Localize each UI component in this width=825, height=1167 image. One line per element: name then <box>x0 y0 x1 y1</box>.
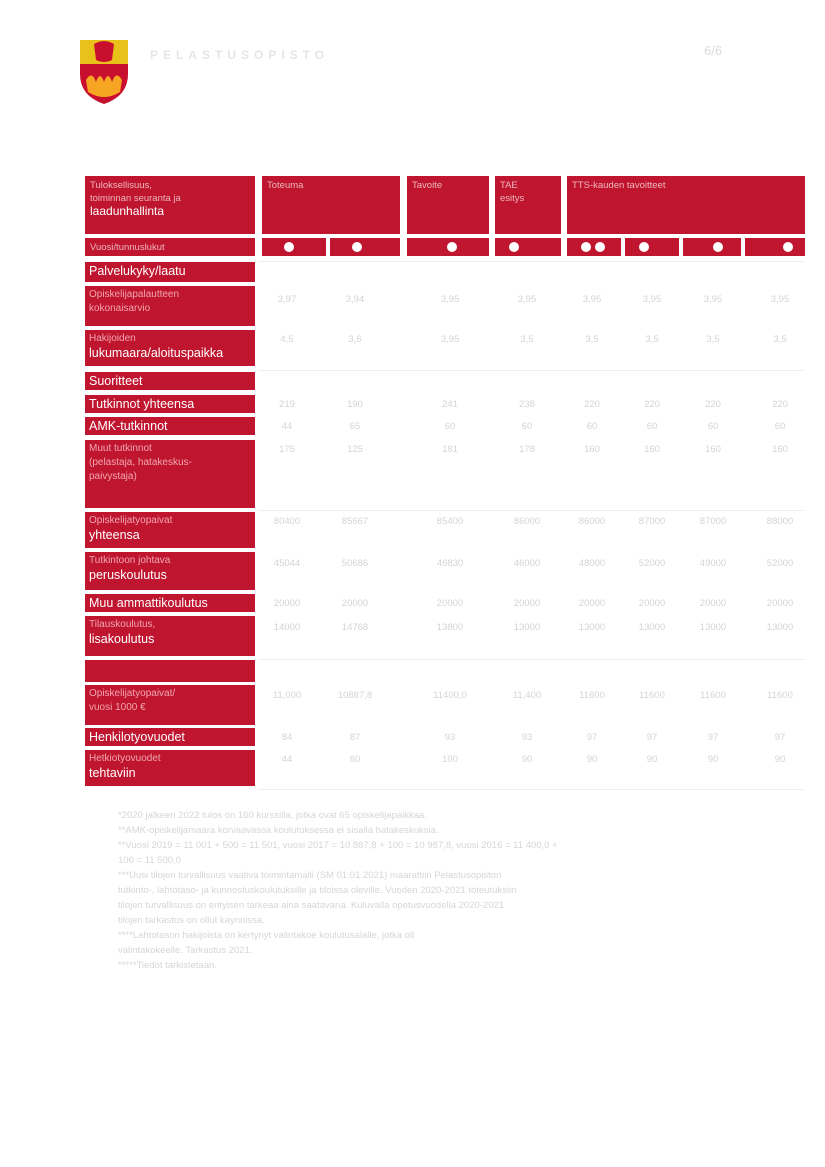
table-divider <box>258 789 805 790</box>
table-cell: 13000 <box>699 622 727 633</box>
table-cell: 48000 <box>578 558 606 569</box>
table-cell: 190 <box>347 399 363 410</box>
row-label <box>85 286 255 326</box>
row-label-line: Hetkiotyovuodet <box>89 753 161 764</box>
table-cell: 3,5 <box>520 334 534 345</box>
table-cell: 97 <box>586 732 598 743</box>
table-cell: 86000 <box>578 516 606 527</box>
table-cell: 88000 <box>766 516 794 527</box>
table-cell: 181 <box>442 444 458 455</box>
table-cell: 20000 <box>638 598 666 609</box>
table-cell: 20000 <box>699 598 727 609</box>
table-divider <box>258 261 805 262</box>
table-cell: 14768 <box>341 622 369 633</box>
table-cell: 4,5 <box>280 334 294 345</box>
table-cell: 20000 <box>513 598 541 609</box>
table-cell: 65 <box>349 421 361 432</box>
table-cell: 87000 <box>699 516 727 527</box>
table-cell: 87 <box>349 732 361 743</box>
table-cell: 160 <box>705 444 721 455</box>
row-label-line: Hakijoiden <box>89 333 136 344</box>
footnote-line: ***Uusi tilojen turvallisuus vaativa toimintamalli (SM 01.01.2021) maarattiin Pelastusopiston <box>118 870 502 881</box>
footnote-line: ****Lahtotason hakijoista on kertynyt valintakoe koulutusalalle, jotka oli <box>118 930 415 941</box>
table-cell: 44 <box>281 421 293 432</box>
row-label-line: lisakoulutus <box>89 632 155 646</box>
table-cell: 90 <box>646 754 658 765</box>
table-cell: 90 <box>521 754 533 765</box>
section-header <box>85 372 255 390</box>
table-cell: 13000 <box>578 622 606 633</box>
column-header <box>567 176 805 234</box>
table-cell: 50686 <box>341 558 369 569</box>
table-cell: 84 <box>281 732 293 743</box>
table-cell: 60 <box>707 421 719 432</box>
table-cell: 3,95 <box>517 294 537 305</box>
footnote-line: valintakokeelle. Tarkastus 2021. <box>118 945 253 956</box>
footnote-line: *****Tiedot tarkistetaan. <box>118 960 217 971</box>
table-cell: 60 <box>444 421 456 432</box>
table-cell: 220 <box>705 399 721 410</box>
column-header <box>262 176 400 234</box>
table-cell: 80 <box>349 754 361 765</box>
row-label-line: Tutkinnot yhteensa <box>89 397 195 411</box>
table-title-line: laadunhallinta <box>90 204 165 218</box>
table-cell: 52000 <box>638 558 666 569</box>
row-label-line: lukumaara/aloituspaikka <box>89 346 224 360</box>
table-cell: 100 <box>442 754 458 765</box>
row-label <box>85 750 255 786</box>
table-cell: 20000 <box>341 598 369 609</box>
table-cell: 86000 <box>513 516 541 527</box>
organization-name: PELASTUSOPISTO <box>150 48 330 62</box>
table-cell: 11600 <box>639 690 665 701</box>
row-label-line: Tilauskoulutus, <box>89 619 156 630</box>
table-cell: 13000 <box>766 622 794 633</box>
year-cell <box>495 238 561 256</box>
table-cell: 160 <box>772 444 788 455</box>
row-label-line: Muut tutkinnot <box>89 443 152 454</box>
table-cell: 20000 <box>273 598 301 609</box>
column-header-sub: esitys <box>500 193 525 204</box>
column-header-label: TTS-kauden tavoitteet <box>572 180 666 191</box>
year-cell <box>625 238 679 256</box>
row-label-line: Opiskelijatyopaivat <box>89 515 173 526</box>
table-cell: 11600 <box>579 690 605 701</box>
coat-of-arms-icon <box>76 34 132 106</box>
row-label <box>85 616 255 656</box>
table-cell: 60 <box>646 421 658 432</box>
footnotes <box>118 808 778 973</box>
section-header <box>85 262 255 282</box>
row-label-line: tehtaviin <box>89 766 136 780</box>
table-cell: 220 <box>644 399 660 410</box>
table-cell: 85400 <box>436 516 464 527</box>
row-label-line: (pelastaja, hatakeskus- <box>89 457 192 468</box>
table-cell: 3,95 <box>440 294 460 305</box>
column-header <box>495 176 561 234</box>
table-cell: 49000 <box>699 558 727 569</box>
table-cell: 3,5 <box>706 334 720 345</box>
table-cell: 3,95 <box>770 294 790 305</box>
table-cell: 220 <box>584 399 600 410</box>
row-label-line: peruskoulutus <box>89 568 167 582</box>
row-label-line: Opiskelijatyopaivat/ <box>89 688 176 699</box>
table-cell: 52000 <box>766 558 794 569</box>
row-label <box>85 728 255 746</box>
row-label-line: yhteensa <box>89 528 140 542</box>
footnote-line: *2020 jalkeen 2022 tulos on 160 kurssilla, jotka ovat 65 opiskelijapaikkaa. <box>118 810 427 821</box>
column-header-label: Tavoite <box>412 180 443 191</box>
row-label-line: paivystaja) <box>89 471 137 482</box>
table-cell: 3,6 <box>348 334 362 345</box>
table-cell: 3,95 <box>582 294 602 305</box>
year-label-cell <box>85 238 255 256</box>
table-cell: 60 <box>586 421 598 432</box>
table-cell: 3,5 <box>645 334 659 345</box>
table-cell: 14000 <box>273 622 301 633</box>
table-cell: 160 <box>584 444 600 455</box>
table-title-cell <box>85 176 255 234</box>
row-label-line: Henkilotyovuodet <box>89 730 185 744</box>
year-cell <box>745 238 805 256</box>
section-label: Palvelukyky/laatu <box>89 264 186 278</box>
table-cell: 90 <box>586 754 598 765</box>
table-cell: 3,95 <box>703 294 723 305</box>
table-cell: 241 <box>442 399 458 410</box>
row-label-line: Muu ammattikoulutus <box>89 596 208 610</box>
table-cell: 85667 <box>341 516 369 527</box>
page-number: 6/6 <box>704 43 723 58</box>
row-label <box>85 512 255 548</box>
table-cell: 3,97 <box>277 294 297 305</box>
row-label-line: Tutkintoon johtava <box>89 555 171 566</box>
year-cell <box>567 238 621 256</box>
footnote-line: 100 = 11 500,0 <box>118 855 181 866</box>
footnote-line: tilojen tarkastus on ollut kaynnissa. <box>118 915 265 926</box>
table-title-line: Tuloksellisuus, <box>90 180 152 191</box>
table-cell: 20000 <box>766 598 794 609</box>
table-cell: 175 <box>279 444 295 455</box>
row-label-line: Opiskelijapalautteen <box>89 289 180 300</box>
table-cell: 20000 <box>578 598 606 609</box>
table-cell: 13800 <box>436 622 464 633</box>
year-cell <box>407 238 489 256</box>
row-label <box>85 440 255 508</box>
table-cell: 238 <box>519 399 535 410</box>
table-cell: 160 <box>644 444 660 455</box>
table-cell: 46000 <box>513 558 541 569</box>
table-cell: 45044 <box>273 558 301 569</box>
table-cell: 90 <box>707 754 719 765</box>
footnote-line: tutkinto-, lahtotaso- ja kunnostuskoulutuksille ja tiloissa oleville. Vuoden 2020-2021 toteutuksiin <box>118 885 517 896</box>
table-cell: 13000 <box>513 622 541 633</box>
year-cell <box>683 238 741 256</box>
footnote-line: tilojen turvallisuus on erityisen tarkeaa aina saatavana. Kuluvalla opetusvuodella 2020-2021 <box>118 900 505 911</box>
table-cell: 178 <box>519 444 535 455</box>
row-label <box>85 594 255 612</box>
section-label: Suoritteet <box>89 374 143 388</box>
table-cell: 13000 <box>638 622 666 633</box>
table-title-line: toiminnan seuranta ja <box>90 193 181 204</box>
table-cell: 90 <box>774 754 786 765</box>
row-label <box>85 417 255 435</box>
row-label <box>85 395 255 413</box>
footnote-line: **Vuosi 2019 = 11 001 + 500 = 11 501, vuosi 2017 = 10 887,8 + 100 = 10 987,8, vuosi 2016 = 11 400,0 + <box>118 840 558 851</box>
table-cell: 93 <box>521 732 533 743</box>
table-cell: 87000 <box>638 516 666 527</box>
table-cell: 97 <box>646 732 658 743</box>
table-cell: 97 <box>774 732 786 743</box>
row-spacer <box>85 660 255 682</box>
table-cell: 3,5 <box>773 334 787 345</box>
row-label <box>85 330 255 366</box>
table-divider <box>258 510 805 511</box>
table-cell: 125 <box>347 444 363 455</box>
row-label-line: kokonaisarvio <box>89 303 151 314</box>
table-cell: 93 <box>444 732 456 743</box>
row-label <box>85 552 255 590</box>
year-cell <box>262 238 326 256</box>
year-cell <box>330 238 400 256</box>
table-cell: 60 <box>774 421 786 432</box>
footnote-line: **AMK-opiskelijamaara korvaavassa koulutuksessa ei sisalla hatakeskuksia. <box>118 825 439 836</box>
table-cell: 11,000 <box>272 690 302 701</box>
table-cell: 3,95 <box>642 294 662 305</box>
table-cell: 219 <box>279 399 295 410</box>
table-cell: 11600 <box>700 690 726 701</box>
table-divider <box>258 370 805 371</box>
row-label-line: AMK-tutkinnot <box>89 419 168 433</box>
year-label: Vuosi/tunnuslukut <box>90 242 165 253</box>
table-cell: 11,400 <box>512 690 542 701</box>
table-cell: 220 <box>772 399 788 410</box>
column-header <box>407 176 489 234</box>
table-cell: 44 <box>281 754 293 765</box>
table-cell: 46830 <box>436 558 464 569</box>
row-label-line: vuosi 1000 € <box>89 702 146 713</box>
table-cell: 3,94 <box>345 294 365 305</box>
table-cell: 3,95 <box>440 334 460 345</box>
table-cell: 80400 <box>273 516 301 527</box>
table-cell: 60 <box>521 421 533 432</box>
table-cell: 3,5 <box>585 334 599 345</box>
table-cell: 20000 <box>436 598 464 609</box>
table-cell: 11400,0 <box>433 690 467 701</box>
table-cell: 97 <box>707 732 719 743</box>
row-label <box>85 685 255 725</box>
table-cell: 10887,8 <box>337 690 373 701</box>
column-header-label: Toteuma <box>267 180 304 191</box>
column-header-label: TAE <box>500 180 518 191</box>
table-divider <box>258 659 805 660</box>
table-cell: 11600 <box>767 690 793 701</box>
